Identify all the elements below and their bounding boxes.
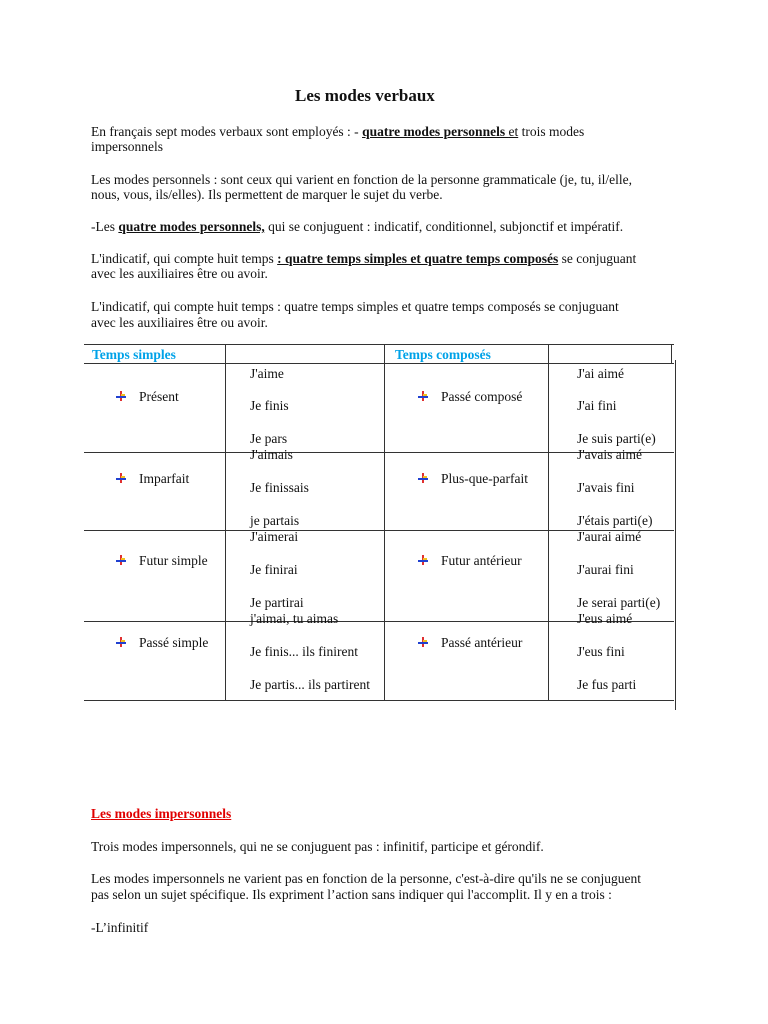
quatre-modes-c: qui se conjuguent : indicatif, conditionnel, subjonctif et impératif. (264, 219, 624, 234)
arrow-bullet-icon (116, 637, 126, 647)
indicatif-b: : quatre temps simples et quatre temps composés (277, 251, 559, 266)
intro-text-c: et (508, 124, 519, 139)
form-cell: Je finissais (250, 480, 309, 495)
form-cell: Je pars (250, 431, 288, 446)
tense-plus-que-parfait: Plus-que-parfait (441, 471, 528, 486)
form-cell: J'aimerai (250, 529, 299, 544)
arrow-bullet-icon (116, 473, 126, 483)
table-col-divider (384, 344, 385, 700)
quatre-modes-line (91, 219, 623, 234)
page-title: Les modes verbaux (295, 86, 435, 105)
form-cell: Je fus parti (577, 677, 637, 692)
form-cell: J'ai aimé (577, 366, 625, 381)
form-cell: je partais (250, 513, 300, 528)
form-cell: Je finis (250, 398, 289, 413)
impersonnels-line-1: Les modes impersonnels ne varient pas en fonction de la personne, c'est-à-dire qu'ils ne se conjuguent (91, 871, 641, 886)
table-border-top (84, 344, 674, 345)
header-temps-composes: Temps composés (395, 347, 491, 362)
indicatif-line-2: avec les auxiliaires être ou avoir. (91, 266, 268, 281)
form-cell: Je finirai (250, 562, 298, 577)
arrow-bullet-icon (418, 637, 428, 647)
personnels-line-1: Les modes personnels : sont ceux qui varient en fonction de la personne grammaticale (je, tu, il/elle, (91, 172, 632, 187)
tense-imparfait: Imparfait (139, 471, 190, 486)
tense-passe-simple: Passé simple (139, 635, 209, 650)
impersonnels-line-2: pas selon un sujet spécifique. Ils expriment l’action sans indiquer qui l'accomplit. Il y en a trois : (91, 887, 612, 902)
indicatif-repeat-line-2: avec les auxiliaires être ou avoir. (91, 315, 268, 330)
indicatif-a: L'indicatif, qui compte huit temps (91, 251, 278, 266)
impersonnels-intro: Trois modes impersonnels, qui ne se conjuguent pas : infinitif, participe et gérondif. (91, 839, 544, 854)
form-cell: J'aurai fini (577, 562, 634, 577)
tense-passe-anterieur: Passé antérieur (441, 635, 523, 650)
arrow-bullet-icon (116, 555, 126, 565)
table-col-divider (225, 344, 226, 700)
section-heading-impersonnels: Les modes impersonnels (91, 806, 232, 821)
form-cell: Je finis... ils finirent (250, 644, 358, 659)
tense-present: Présent (139, 389, 179, 404)
table-border-right (675, 360, 676, 710)
form-cell: J'aurai aimé (577, 529, 642, 544)
form-cell: J'aime (250, 366, 284, 381)
infinitif-item: -L’infinitif (91, 920, 149, 935)
form-cell: J'eus aimé (577, 611, 633, 626)
personnels-line-2: nous, vous, ils/elles). Ils permettent de marquer le sujet du verbe. (91, 187, 443, 202)
arrow-bullet-icon (418, 473, 428, 483)
form-cell: Je serai parti(e) (577, 595, 661, 610)
table-border-bottom (84, 700, 674, 701)
form-cell: Je suis parti(e) (577, 431, 656, 446)
form-cell: Je partirai (250, 595, 304, 610)
header-temps-simples: Temps simples (92, 347, 176, 362)
table-border-right (671, 344, 672, 364)
form-cell: J'eus fini (577, 644, 625, 659)
form-cell: J'étais parti(e) (577, 513, 653, 528)
intro-text-b: quatre modes personnels (362, 124, 509, 139)
intro-line-1 (91, 124, 584, 139)
intro-line-2: impersonnels (91, 139, 163, 154)
table-col-divider (548, 344, 549, 700)
form-cell: J'ai fini (577, 398, 617, 413)
form-cell: J'aimais (250, 447, 293, 462)
indicatif-c: se conjuguant (558, 251, 637, 266)
intro-text-d: trois modes (518, 124, 585, 139)
quatre-modes-a: -Les (91, 219, 119, 234)
intro-text-a: En français sept modes verbaux sont employés : - (91, 124, 363, 139)
tense-futur-simple: Futur simple (139, 553, 208, 568)
arrow-bullet-icon (418, 555, 428, 565)
tense-futur-anterieur: Futur antérieur (441, 553, 522, 568)
form-cell: j'aimai, tu aimas (250, 611, 339, 626)
form-cell: Je partis... ils partirent (250, 677, 370, 692)
indicatif-repeat-line-1: L'indicatif, qui compte huit temps : quatre temps simples et quatre temps composés se conjuguant (91, 299, 619, 314)
form-cell: J'avais aimé (577, 447, 643, 462)
table-header-divider (84, 363, 674, 364)
arrow-bullet-icon (116, 391, 126, 401)
arrow-bullet-icon (418, 391, 428, 401)
quatre-modes-b: quatre modes personnels, (118, 219, 265, 234)
tense-passe-compose: Passé composé (441, 389, 523, 404)
indicatif-line-1 (91, 251, 636, 266)
form-cell: J'avais fini (577, 480, 635, 495)
